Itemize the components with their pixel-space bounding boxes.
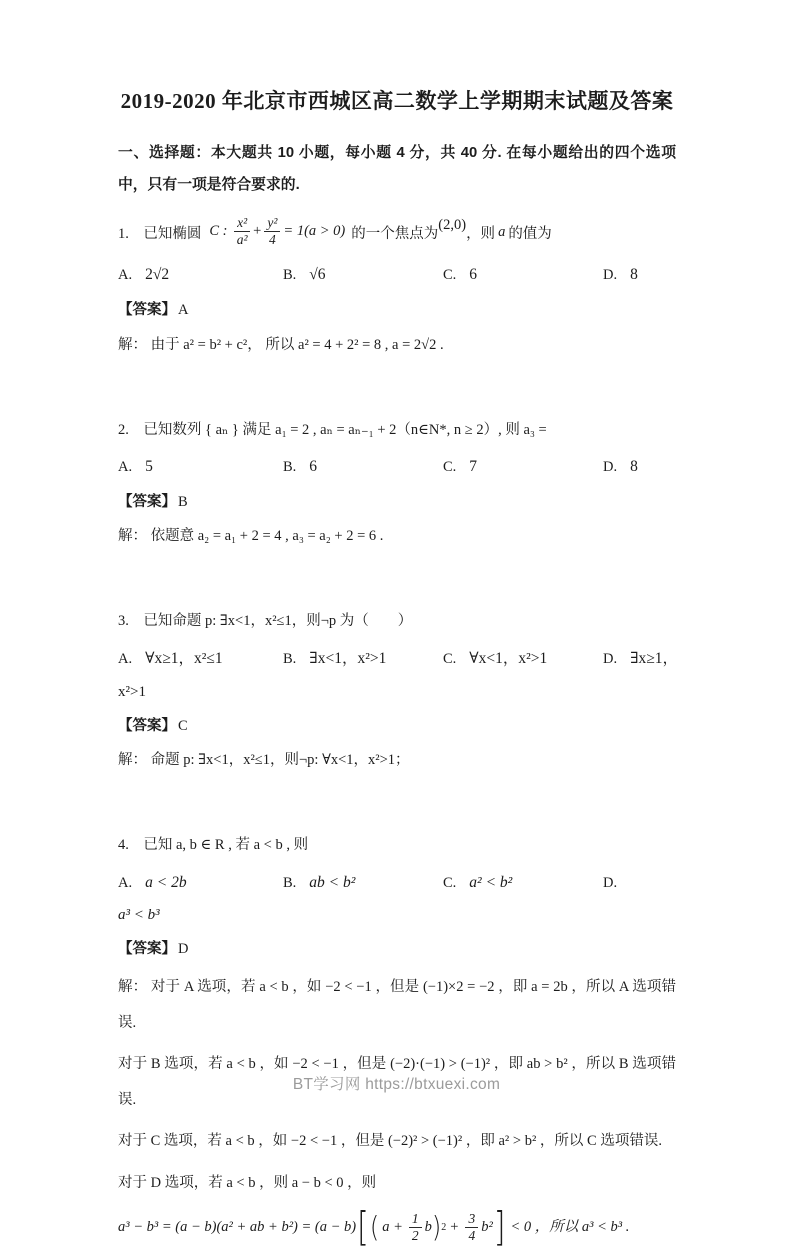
question-1 xyxy=(118,216,676,362)
q1-stem-tail1: ，则 xyxy=(466,225,496,242)
q1-eq-head: C : xyxy=(209,222,228,239)
q4-solution-paragraph-d: 对于 D 选项，若 a < b ，则 a − b < 0 ，则 xyxy=(118,1174,377,1191)
paren-exponent: 2 xyxy=(441,1222,447,1234)
q4-option-c: C. a² < b² xyxy=(443,873,513,891)
q4-option-d: D. xyxy=(603,874,618,891)
left-paren: ( xyxy=(369,1210,380,1245)
formula-post: < 0 ，所以 a³ < b³ . xyxy=(510,1218,630,1235)
formula-plus: + xyxy=(450,1218,459,1235)
fraction-3-4: $\frac{3}{4}$ xyxy=(465,1212,478,1243)
q4-final-formula xyxy=(118,1203,676,1251)
q1-eq-plus: + xyxy=(253,222,262,239)
q1-focus-point: (2,0) xyxy=(438,216,467,233)
q4-solution-paragraph-c: 对于 C 选项，若 a < b ，如 −2 < −1 ，但是 (−2)² > (−1)² ，即 a² > b² ，所以 C 选项错误. xyxy=(118,1133,662,1150)
q1-stem-tail2: 的值为 xyxy=(508,225,552,242)
question-3 xyxy=(118,606,679,777)
question-4 xyxy=(118,830,676,1251)
formula-inner3: b² xyxy=(481,1218,493,1235)
q3-option-d-continuation: x²>1 xyxy=(118,683,146,700)
question-2-stem: 2. 已知数列 { aₙ } 满足 a₁ = 2 , aₙ = aₙ₋₁ + 2（n∈N*, n ≥ 2）, 则 a₃ = xyxy=(118,421,547,438)
fraction-1-2: $\frac{1}{2}$ xyxy=(409,1212,422,1243)
q2-option-a: A. 5 xyxy=(118,458,153,476)
page-title: 2019-2020 年北京市西城区高二数学上学期期末试题及答案 xyxy=(120,89,674,113)
question-1-options xyxy=(118,263,676,288)
q1-option-d: D. 8 xyxy=(603,266,638,284)
question-2-options xyxy=(118,455,676,480)
q4-solution-paragraph-b: 对于 B 选项，若 a < b ，如 −2 < −1 ，但是 (−2)·(−1) > (−1)² ，即 ab > b² ，所以 B 选项错误. xyxy=(118,1056,676,1108)
question-3-stem: 3. 已知命题 p: ∃x<1，x²≤1，则¬p 为（ ） xyxy=(118,613,413,630)
q1-stem-lead: 1. 已知椭圆 xyxy=(118,225,202,242)
q2-option-d: D. 8 xyxy=(603,458,638,476)
q4-solution-paragraph-a: 解： 对于 A 选项，若 a < b ，如 −2 < −1 ，但是 (−1)×2 = −2 ，即 a = 2b ，所以 A 选项错误. xyxy=(118,979,676,1031)
q1-option-c: C. 6 xyxy=(443,266,478,284)
q4-option-b: B. ab < b² xyxy=(283,873,356,891)
q1-var-a: a xyxy=(498,223,506,240)
question-2-solution: 解： 依题意 a₂ = a₁ + 2 = 4 , a₃ = a₂ + 2 = 6 . xyxy=(118,528,384,545)
q2-option-c: C. 7 xyxy=(443,458,478,476)
question-2-answer: 【答案】 B xyxy=(118,493,188,510)
question-3-solution: 解： 命题 p: ∃x<1，x²≤1，则¬p: ∀x<1，x²>1； xyxy=(118,752,410,769)
question-1-answer: 【答案】 A xyxy=(118,302,189,319)
formula-inner2: b xyxy=(424,1218,432,1235)
q1-option-b: B. √6 xyxy=(283,266,326,284)
section-intro: 一、选择题：本大题共 10 小题，每小题 4 分，共 40 分. 在每小题给出的四个选项中，只有一项是符合要求的. xyxy=(118,145,676,194)
fraction-x2-a2: $\frac{\text{x²}}{\text{a²}}$ xyxy=(234,216,250,247)
question-1-stem xyxy=(118,216,676,253)
formula-pre: a³ − b³ = (a − b)(a² + ab + b²) = (a − b) xyxy=(118,1218,357,1235)
question-4-stem: 4. 已知 a, b ∈ R , 若 a < b , 则 xyxy=(118,837,309,854)
question-3-options xyxy=(118,647,679,672)
q1-stem-mid: 的一个焦点为 xyxy=(351,225,439,242)
right-paren: ) xyxy=(431,1210,442,1245)
q4-option-d-continuation: a³ < b³ xyxy=(118,907,160,924)
q3-option-a: A. ∀x≥1，x²≤1 xyxy=(118,649,223,667)
q1-option-a: A. 2√2 xyxy=(118,266,170,284)
q4-option-a: A. a < 2b xyxy=(118,873,187,891)
formula-inner1: a + xyxy=(382,1218,403,1235)
question-2 xyxy=(118,415,676,554)
question-4-answer: 【答案】 D xyxy=(118,941,189,958)
q1-eq-tail: = 1(a > 0) xyxy=(283,222,346,239)
right-square-bracket: ] xyxy=(493,1203,506,1251)
question-4-options xyxy=(118,871,676,896)
q2-option-b: B. 6 xyxy=(283,458,318,476)
q3-option-c: C. ∀x<1，x²>1 xyxy=(443,649,548,667)
ellipse-equation xyxy=(209,216,345,247)
left-square-bracket: [ xyxy=(357,1203,369,1251)
question-1-solution: 解： 由于 a² = b² + c²， 所以 a² = 4 + 2² = 8 , a = 2√2 . xyxy=(118,336,444,353)
q3-option-b: B. ∃x<1，x²>1 xyxy=(283,649,387,667)
watermark-footer: BT学习网 https://btxuexi.com xyxy=(292,1076,501,1093)
question-3-answer: 【答案】 C xyxy=(118,717,188,734)
fraction-y2-4: $\frac{\text{y²}}{4}$ xyxy=(264,216,280,247)
q3-option-d: D. ∃x≥1， xyxy=(603,649,679,667)
